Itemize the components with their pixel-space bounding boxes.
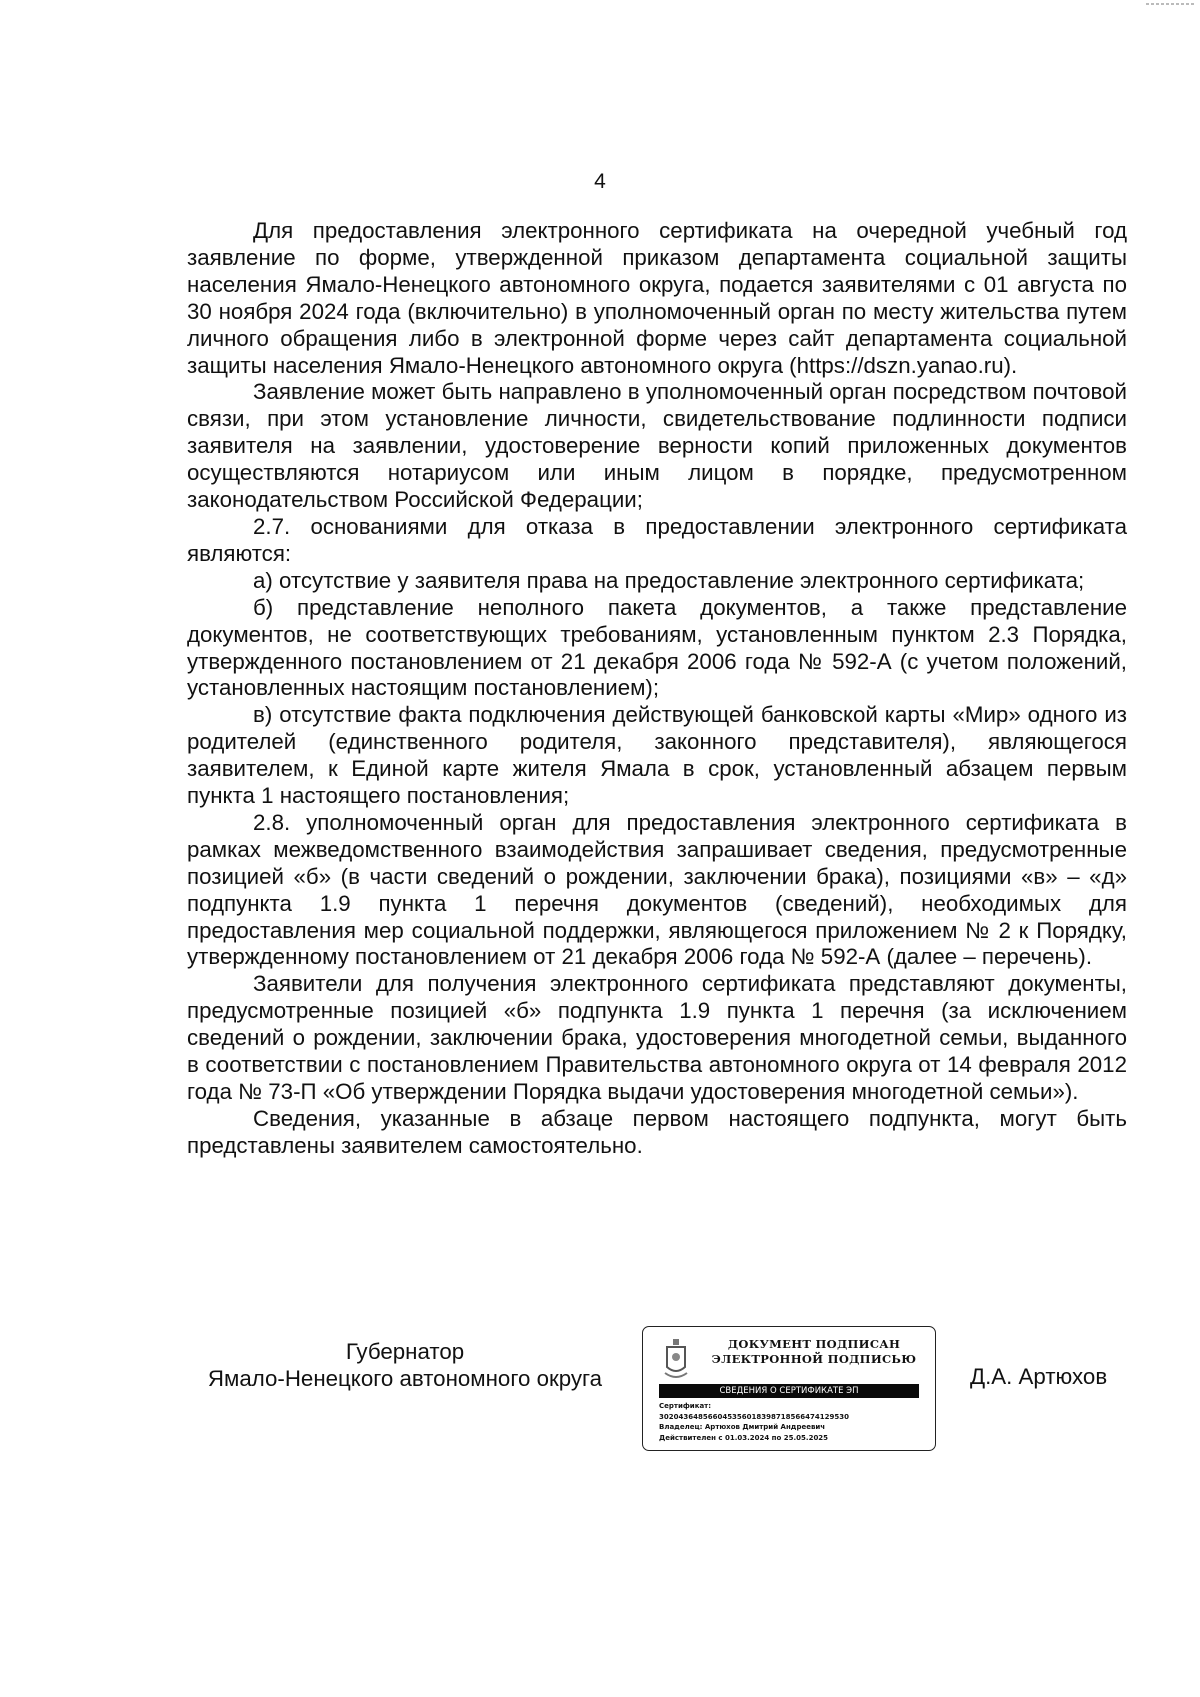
paragraph: Сведения, указанные в абзаце первом настоящего подпункта, могут быть представлены заявителем самостоятельно. — [187, 1105, 1127, 1158]
electronic-signature-stamp — [642, 1326, 936, 1451]
certificate-owner: Владелец: Артюхов Дмитрий Андреевич — [659, 1423, 826, 1431]
paragraph: в) отсутствие факта подключения действующей банковской карты «Мир» одного из родителей (единственного родителя, законного представителя), являющегося заявителем, к Единой карте жителя Ямала в срок, установленный абзацем первым пункта 1 настоящего постановления; — [187, 702, 1127, 809]
scan-artifact — [1144, 0, 1196, 8]
paragraph: а) отсутствие у заявителя права на предоставление электронного сертификата; — [253, 567, 1085, 593]
paragraph: 2.8. уполномоченный орган для предоставления электронного сертификата в рамках межведомственного взаимодействия запрашивает сведения, предусмотренные позицией «б» (в части сведений о рождении, заключении брака), позициями «в» – «д» подпункта 1.9 пункта 1 перечня документов (сведений), необходимых для предоставления мер социальной поддержки, являющегося приложением № 2 к Порядку, утвержденному постановлением от 21 декабря 2006 года № 592-А (далее – перечень). — [187, 809, 1127, 970]
signatory-position — [180, 1338, 630, 1392]
signatory-name: Д.А. Артюхов — [970, 1364, 1108, 1389]
certificate-details — [659, 1401, 925, 1443]
signatory-region: Ямало-Ненецкого автономного округа — [207, 1366, 603, 1391]
certificate-number: 3020436485660453560183987185664741295​30 — [659, 1412, 849, 1421]
document-body — [187, 218, 1127, 1160]
signatory-title: Губернатор — [345, 1339, 465, 1364]
paragraph: 2.7. основаниями для отказа в предоставлении электронного сертификата являются: — [187, 513, 1127, 566]
stamp-title-line: ДОКУМЕНТ ПОДПИСАН — [727, 1337, 901, 1351]
paragraph: Заявители для получения электронного сертификата представляют документы, предусмотренные позицией «б» подпункта 1.9 пункта 1 перечня (за исключением сведений о рождении, заключении брака, удостоверения многодетной семьи, выданного в соответствии с постановлением Правительства автономного округа от 14 февраля 2012 года № 73-П «Об утверждении Порядка выдачи удостоверения многодетной семьи»). — [187, 971, 1127, 1104]
certificate-info-band: СВЕДЕНИЯ О СЕРТИФИКАТЕ ЭП — [659, 1384, 919, 1398]
page-number: 4 — [594, 170, 606, 193]
certificate-label: Сертификат: — [659, 1402, 712, 1410]
paragraph: Заявление может быть направлено в уполномоченный орган посредством почтовой связи, при этом установление личности, свидетельствование подлинности подписи заявителя на заявлении, удостоверение верности копий приложенных документов осуществляются нотариусом или иным лицом в порядке, предусмотренном законодательством Российской Федерации; — [187, 379, 1127, 513]
certificate-validity: Действителен с 01.03.2024 по 25.05.2025 — [659, 1433, 829, 1442]
stamp-title-line: ЭЛЕКТРОННОЙ ПОДПИСЬЮ — [711, 1352, 917, 1366]
coat-of-arms-icon — [661, 1337, 691, 1383]
paragraph: Для предоставления электронного сертификата на очередной учебный год заявление по форме, утвержденной приказом департамента социальной защиты населения Ямало-Ненецкого автономного округа, подается заявителями с 01 августа по 30 ноября 2024 года (включительно) в уполномоченный орган по месту жительства путем личного обращения либо в электронной форме через сайт департамента социальной защиты населения Ямало-Ненецкого автономного округа (https://dszn.yanao.ru). — [187, 218, 1127, 378]
stamp-title — [701, 1337, 927, 1367]
paragraph: б) представление неполного пакета документов, а также представление документов, не соответствующих требованиям, установленным пунктом 2.3 Порядка, утвержденного постановлением от 21 декабря 2006 года № 592-А (с учетом положений, установленных настоящим постановлением); — [187, 594, 1127, 701]
